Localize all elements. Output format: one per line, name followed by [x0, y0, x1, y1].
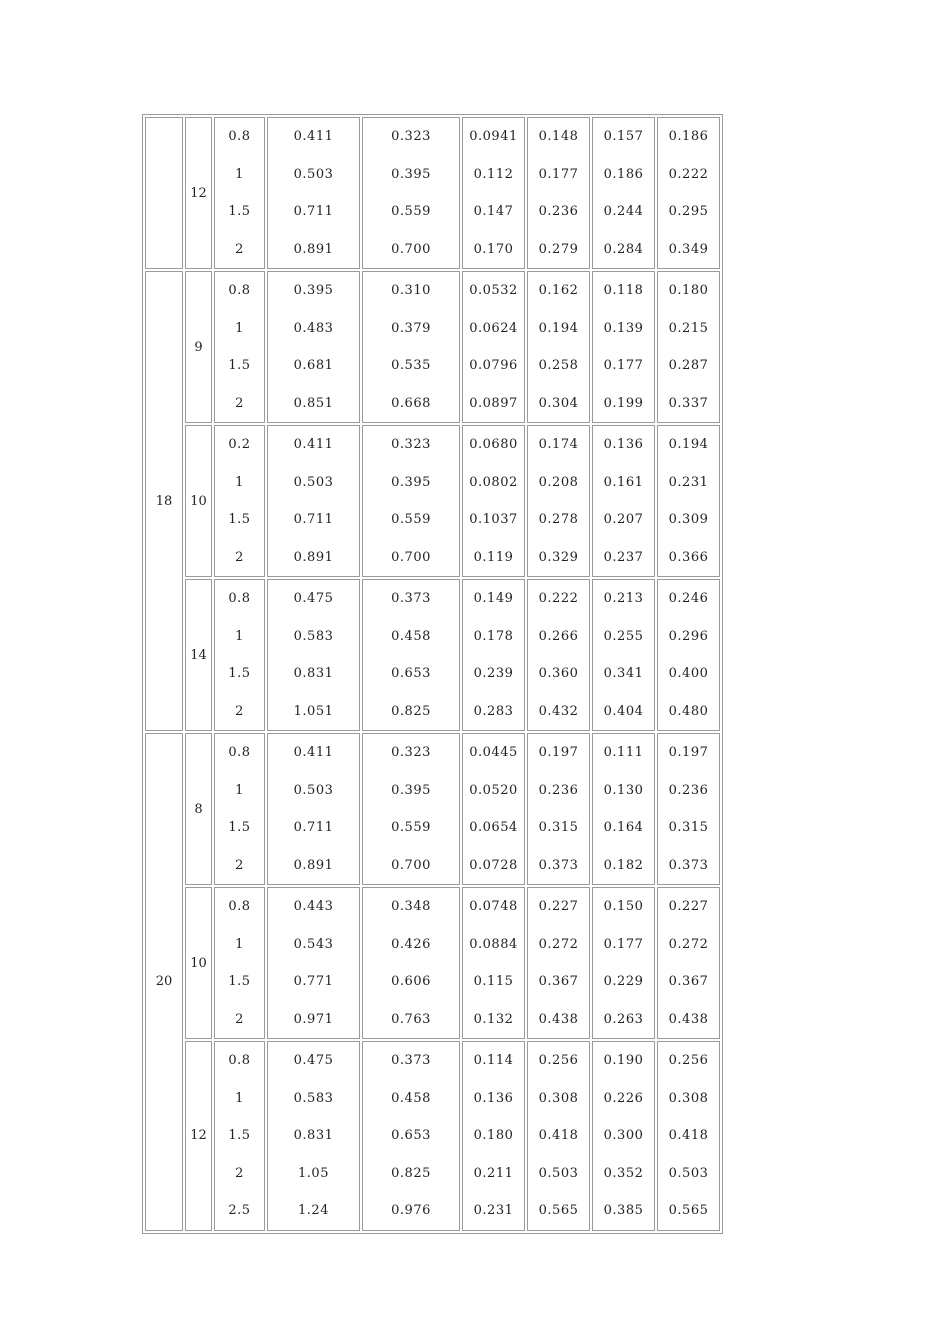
value-text: 0.323: [391, 129, 431, 144]
value-text: 0.258: [538, 358, 579, 373]
value-text: 0.385: [603, 1203, 644, 1218]
table-row: [145, 271, 720, 423]
value-text: 0.426: [391, 936, 431, 952]
value-text: 0.8: [228, 1053, 251, 1068]
value-cell: [657, 117, 720, 269]
value-text: 0.237: [603, 549, 644, 565]
value-text: 0.186: [668, 129, 709, 144]
value-text: 0.323: [391, 745, 431, 760]
value-text: 0.825: [391, 1165, 431, 1181]
value-text: 0.8: [228, 129, 251, 144]
value-text: 0.8: [228, 745, 251, 760]
value-cell: [362, 117, 460, 269]
value-text: 0.266: [538, 628, 579, 644]
value-cell: [527, 887, 590, 1039]
data-table: [142, 114, 723, 1234]
subgroup-label-cell: 10: [185, 425, 212, 577]
value-text: 0.8: [228, 591, 251, 606]
value-cell: [267, 425, 360, 577]
subgroup-label-cell: 12: [185, 1041, 212, 1231]
value-text: 0.700: [391, 241, 431, 257]
value-text: 0.891: [293, 857, 334, 873]
value-text: 0.197: [668, 745, 709, 760]
value-text: 0.147: [473, 204, 514, 219]
value-text: 0.157: [603, 129, 644, 144]
value-text: 0.411: [293, 129, 334, 144]
value-text: 0.0802: [469, 474, 518, 490]
value-text: 0.309: [668, 512, 709, 527]
value-text: 2: [235, 1011, 244, 1027]
value-text: 0.194: [538, 320, 579, 336]
value-cell: [267, 887, 360, 1039]
value-text: 0.119: [473, 549, 514, 565]
value-text: 0.207: [603, 512, 644, 527]
value-text: 1.5: [228, 820, 251, 835]
value-text: 0.0654: [469, 820, 518, 835]
value-text: 2: [235, 549, 244, 565]
value-text: 0.130: [603, 782, 644, 798]
value-text: 0.300: [603, 1128, 644, 1143]
data-table-container: [142, 114, 723, 1234]
value-text: 0.255: [603, 628, 644, 644]
value-text: 0.0748: [469, 899, 518, 914]
value-text: 0.653: [391, 666, 431, 681]
value-text: 0.503: [668, 1165, 709, 1181]
value-text: 0.278: [538, 512, 579, 527]
value-text: 0.279: [538, 241, 579, 257]
value-text: 0.229: [603, 974, 644, 989]
value-cell: [592, 1041, 655, 1231]
value-text: 0.373: [668, 857, 709, 873]
value-text: 0.373: [391, 591, 431, 606]
value-text: 1: [235, 628, 244, 644]
value-text: 0.114: [473, 1053, 514, 1068]
value-text: 0.559: [391, 204, 431, 219]
value-text: 0.112: [473, 166, 514, 182]
value-text: 0.483: [293, 320, 334, 336]
value-text: 0.366: [668, 549, 709, 565]
value-text: 0.583: [293, 628, 334, 644]
value-text: 0.395: [391, 782, 431, 798]
value-cell: [267, 117, 360, 269]
group-label-cell: 18: [145, 271, 183, 731]
value-text: 0.174: [538, 437, 579, 452]
value-text: 0.164: [603, 820, 644, 835]
value-text: 0.535: [391, 358, 431, 373]
value-cell: [214, 887, 265, 1039]
value-text: 0.606: [391, 974, 431, 989]
value-cell: [462, 117, 525, 269]
table-body: [145, 117, 720, 1231]
value-text: 0.222: [538, 591, 579, 606]
value-text: 0.222: [668, 166, 709, 182]
value-cell: [527, 579, 590, 731]
value-text: 0.0520: [469, 782, 518, 798]
value-text: 0.211: [473, 1165, 514, 1181]
value-cell: [527, 1041, 590, 1231]
subgroup-label-cell: 9: [185, 271, 212, 423]
value-text: 0.438: [538, 1011, 579, 1027]
value-text: 0.161: [603, 474, 644, 490]
table-row: [145, 1041, 720, 1231]
value-text: 0.337: [668, 395, 709, 411]
value-text: 0.132: [473, 1011, 514, 1027]
value-text: 0.583: [293, 1090, 334, 1106]
value-text: 0.244: [603, 204, 644, 219]
value-text: 0.891: [293, 241, 334, 257]
value-text: 0.236: [538, 782, 579, 798]
value-text: 0.308: [668, 1090, 709, 1106]
value-cell: [657, 1041, 720, 1231]
value-text: 0.404: [603, 703, 644, 719]
value-text: 0.891: [293, 549, 334, 565]
value-text: 0.180: [668, 283, 709, 298]
value-text: 1: [235, 474, 244, 490]
value-cell: [462, 887, 525, 1039]
value-text: 0.310: [391, 283, 431, 298]
value-cell: [462, 733, 525, 885]
value-text: 0.367: [538, 974, 579, 989]
value-cell: [214, 117, 265, 269]
value-text: 0.653: [391, 1128, 431, 1143]
value-text: 0.256: [538, 1053, 579, 1068]
value-text: 0.475: [293, 1053, 334, 1068]
value-text: 0.190: [603, 1053, 644, 1068]
value-text: 1.5: [228, 204, 251, 219]
value-text: 0.199: [603, 395, 644, 411]
value-text: 0.111: [603, 745, 644, 760]
subgroup-label-cell: 8: [185, 733, 212, 885]
value-text: 0.418: [538, 1128, 579, 1143]
value-text: 0.395: [293, 283, 334, 298]
value-text: 0.367: [668, 974, 709, 989]
value-text: 0.213: [603, 591, 644, 606]
value-text: 1: [235, 782, 244, 798]
value-text: 0.0532: [469, 283, 518, 298]
value-text: 0.177: [603, 358, 644, 373]
value-text: 0.0897: [469, 395, 518, 411]
value-cell: [592, 271, 655, 423]
value-text: 0.197: [538, 745, 579, 760]
value-text: 2.5: [228, 1203, 251, 1218]
value-text: 0.170: [473, 241, 514, 257]
value-text: 0.503: [538, 1165, 579, 1181]
value-text: 0.284: [603, 241, 644, 257]
value-text: 0.352: [603, 1165, 644, 1181]
value-text: 0.373: [391, 1053, 431, 1068]
value-text: 0.0941: [469, 129, 518, 144]
value-text: 0.411: [293, 437, 334, 452]
value-text: 0.373: [538, 857, 579, 873]
value-text: 0.256: [668, 1053, 709, 1068]
value-text: 0.0445: [469, 745, 518, 760]
value-text: 0.400: [668, 666, 709, 681]
value-cell: [362, 1041, 460, 1231]
value-text: 0.503: [293, 166, 334, 182]
value-text: 0.239: [473, 666, 514, 681]
value-cell: [527, 733, 590, 885]
value-cell: [527, 425, 590, 577]
table-row: [145, 733, 720, 885]
table-row: [145, 117, 720, 269]
value-text: 0.763: [391, 1011, 431, 1027]
value-text: 0.287: [668, 358, 709, 373]
value-text: 0.182: [603, 857, 644, 873]
value-text: 0.0680: [469, 437, 518, 452]
value-text: 0.118: [603, 283, 644, 298]
value-text: 0.851: [293, 395, 334, 411]
value-text: 1.5: [228, 512, 251, 527]
value-cell: [362, 579, 460, 731]
value-cell: [462, 425, 525, 577]
value-text: 0.348: [391, 899, 431, 914]
value-text: 0.825: [391, 703, 431, 719]
value-text: 0.231: [473, 1203, 514, 1218]
value-text: 0.315: [668, 820, 709, 835]
value-text: 1.5: [228, 358, 251, 373]
value-text: 0.231: [668, 474, 709, 490]
value-text: 0.177: [538, 166, 579, 182]
value-cell: [657, 579, 720, 731]
value-cell: [267, 733, 360, 885]
value-text: 0.1037: [469, 512, 518, 527]
value-cell: [214, 579, 265, 731]
value-text: 0.227: [538, 899, 579, 914]
value-cell: [267, 1041, 360, 1231]
value-text: 0.565: [538, 1203, 579, 1218]
value-text: 0.711: [293, 512, 334, 527]
value-text: 0.771: [293, 974, 334, 989]
value-text: 0.700: [391, 549, 431, 565]
value-text: 0.215: [668, 320, 709, 336]
value-text: 1.5: [228, 666, 251, 681]
value-cell: [362, 733, 460, 885]
value-text: 0.304: [538, 395, 579, 411]
value-text: 0.379: [391, 320, 431, 336]
value-text: 0.0728: [469, 857, 518, 873]
value-text: 0.711: [293, 820, 334, 835]
value-cell: [362, 425, 460, 577]
value-text: 0.480: [668, 703, 709, 719]
value-text: 1.24: [298, 1203, 329, 1218]
value-text: 0.438: [668, 1011, 709, 1027]
value-cell: [527, 117, 590, 269]
value-text: 0.475: [293, 591, 334, 606]
value-text: 0.503: [293, 474, 334, 490]
value-text: 0.971: [293, 1011, 334, 1027]
value-text: 0.831: [293, 666, 334, 681]
value-cell: [462, 579, 525, 731]
value-text: 0.194: [668, 437, 709, 452]
value-text: 0.263: [603, 1011, 644, 1027]
value-text: 0.308: [538, 1090, 579, 1106]
value-text: 0.149: [473, 591, 514, 606]
value-text: 1: [235, 320, 244, 336]
subgroup-label-cell: 10: [185, 887, 212, 1039]
value-text: 0.349: [668, 241, 709, 257]
value-text: 0.395: [391, 474, 431, 490]
value-text: 0.458: [391, 628, 431, 644]
value-cell: [214, 733, 265, 885]
value-text: 0.315: [538, 820, 579, 835]
value-text: 0.360: [538, 666, 579, 681]
value-text: 0.208: [538, 474, 579, 490]
value-text: 0.559: [391, 820, 431, 835]
value-text: 0.341: [603, 666, 644, 681]
value-text: 0.283: [473, 703, 514, 719]
value-text: 2: [235, 395, 244, 411]
table-row: [145, 887, 720, 1039]
value-cell: [462, 271, 525, 423]
value-text: 0.329: [538, 549, 579, 565]
value-text: 0.458: [391, 1090, 431, 1106]
value-text: 1.051: [293, 703, 334, 719]
value-cell: [592, 579, 655, 731]
value-cell: [592, 887, 655, 1039]
value-cell: [362, 271, 460, 423]
value-text: 0.565: [668, 1203, 709, 1218]
value-text: 0.559: [391, 512, 431, 527]
subgroup-label-cell: 14: [185, 579, 212, 731]
value-text: 0.180: [473, 1128, 514, 1143]
value-text: 0.503: [293, 782, 334, 798]
value-text: 2: [235, 1165, 244, 1181]
value-text: 0.177: [603, 936, 644, 952]
group-label-cell: 20: [145, 733, 183, 1231]
value-text: 0.418: [668, 1128, 709, 1143]
value-text: 0.186: [603, 166, 644, 182]
value-text: 0.272: [538, 936, 579, 952]
value-text: 0.295: [668, 204, 709, 219]
subgroup-label-cell: 12: [185, 117, 212, 269]
value-text: 0.0796: [469, 358, 518, 373]
value-text: 0.296: [668, 628, 709, 644]
value-text: 0.2: [228, 437, 251, 452]
value-text: 0.700: [391, 857, 431, 873]
value-cell: [657, 425, 720, 577]
value-text: 1.5: [228, 1128, 251, 1143]
value-cell: [657, 733, 720, 885]
value-text: 0.236: [668, 782, 709, 798]
value-text: 0.681: [293, 358, 334, 373]
value-text: 0.711: [293, 204, 334, 219]
value-text: 0.0624: [469, 320, 518, 336]
value-text: 0.246: [668, 591, 709, 606]
value-text: 1.05: [298, 1165, 329, 1181]
value-cell: [214, 1041, 265, 1231]
value-text: 1: [235, 936, 244, 952]
value-cell: [592, 117, 655, 269]
value-text: 0.150: [603, 899, 644, 914]
value-text: 0.432: [538, 703, 579, 719]
value-text: 0.272: [668, 936, 709, 952]
value-cell: [592, 733, 655, 885]
value-text: 0.236: [538, 204, 579, 219]
value-cell: [657, 887, 720, 1039]
value-text: 0.323: [391, 437, 431, 452]
value-cell: [267, 271, 360, 423]
value-text: 0.148: [538, 129, 579, 144]
value-text: 2: [235, 241, 244, 257]
value-text: 0.226: [603, 1090, 644, 1106]
value-text: 0.443: [293, 899, 334, 914]
value-text: 0.0884: [469, 936, 518, 952]
value-text: 1: [235, 166, 244, 182]
value-text: 0.136: [603, 437, 644, 452]
value-text: 2: [235, 857, 244, 873]
table-row: [145, 579, 720, 731]
value-text: 0.178: [473, 628, 514, 644]
value-cell: [462, 1041, 525, 1231]
value-cell: [527, 271, 590, 423]
table-row: [145, 425, 720, 577]
value-text: 0.115: [473, 974, 514, 989]
value-text: 0.139: [603, 320, 644, 336]
value-cell: [657, 271, 720, 423]
group-label-cell: [145, 117, 183, 269]
value-text: 0.411: [293, 745, 334, 760]
value-text: 0.8: [228, 283, 251, 298]
value-cell: [362, 887, 460, 1039]
value-text: 0.136: [473, 1090, 514, 1106]
value-text: 0.8: [228, 899, 251, 914]
value-cell: [214, 271, 265, 423]
value-cell: [267, 579, 360, 731]
value-cell: [214, 425, 265, 577]
value-text: 1: [235, 1090, 244, 1106]
value-text: 2: [235, 703, 244, 719]
value-text: 0.227: [668, 899, 709, 914]
value-text: 0.395: [391, 166, 431, 182]
value-cell: [592, 425, 655, 577]
value-text: 0.543: [293, 936, 334, 952]
value-text: 1.5: [228, 974, 251, 989]
value-text: 0.831: [293, 1128, 334, 1143]
value-text: 0.668: [391, 395, 431, 411]
value-text: 0.976: [391, 1203, 431, 1218]
value-text: 0.162: [538, 283, 579, 298]
